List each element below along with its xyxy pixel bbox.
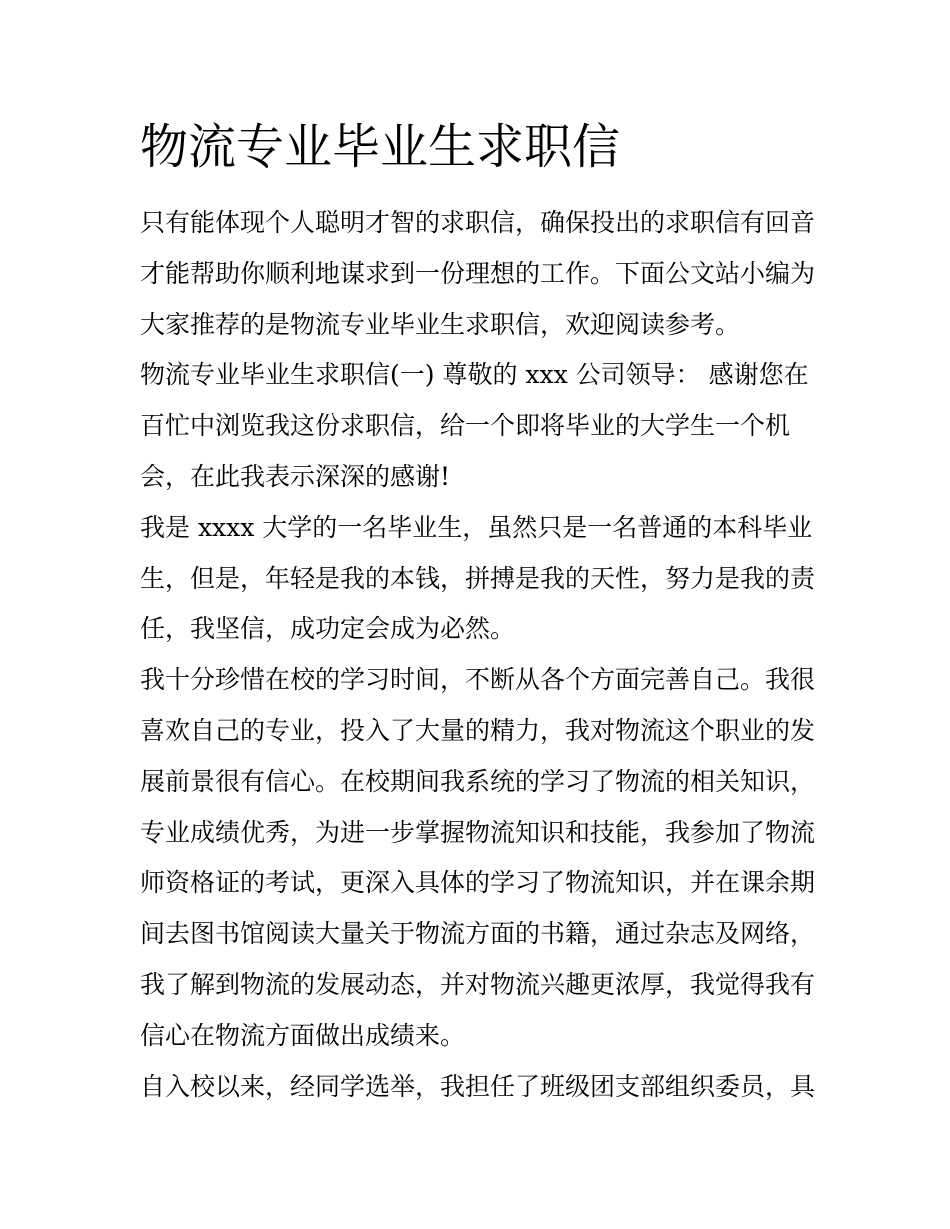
text-line: 任，我坚信，成功定会成为必然。 [140,614,516,644]
text-line: 师资格证的考试，更深入具体的学习了物流知识，并在课余期 [140,868,816,898]
text-line: 间去图书馆阅读大量关于物流方面的书籍，通过杂志及网络， [140,919,816,949]
text-line: 才能帮助你顺利地谋求到一份理想的工作。下面公文站小编为 [140,258,816,288]
paragraph-intro [140,198,820,350]
paragraph-self-intro [140,503,820,655]
text-line: 百忙中浏览我这份求职信，给一个即将毕业的大学生一个机 [140,411,791,441]
text-line: 会，在此我表示深深的感谢! [140,461,451,491]
text-line: 展前景很有信心。在校期间我系统的学习了物流的相关知识， [140,766,816,796]
text-line: 自入校以来，经同学选举，我担任了班级团支部组织委员，具 [140,1071,816,1101]
text-line: 物流专业毕业生求职信(一) 尊敬的 xxx 公司领导： 感谢您在 [140,360,809,390]
text-line: 只有能体现个人聪明才智的求职信，确保投出的求职信有回音 [140,208,816,237]
text-line: 我是 xxxx 大学的一名毕业生，虽然只是一名普通的本科毕业 [140,512,813,542]
text-line: 喜欢自己的专业，投入了大量的精力，我对物流这个职业的发 [140,715,816,745]
text-line: 大家推荐的是物流专业毕业生求职信，欢迎阅读参考。 [140,309,741,339]
paragraph-activities [140,1062,820,1113]
text-line: 生，但是，年轻是我的本钱，拼搏是我的天性，努力是我的责 [140,563,816,593]
text-line: 专业成绩优秀，为进一步掌握物流知识和技能，我参加了物流 [140,817,816,847]
paragraph-study [140,655,820,1061]
document-title: 物流专业毕业生求职信 [140,119,621,175]
text-line: 信心在物流方面做出成绩来。 [140,1020,466,1050]
text-line: 我十分珍惜在校的学习时间，不断从各个方面完善自己。我很 [140,665,816,695]
document-body [140,198,820,1112]
text-line: 我了解到物流的发展动态，并对物流兴趣更浓厚，我觉得我有 [140,969,816,999]
paragraph-salutation [140,350,820,502]
